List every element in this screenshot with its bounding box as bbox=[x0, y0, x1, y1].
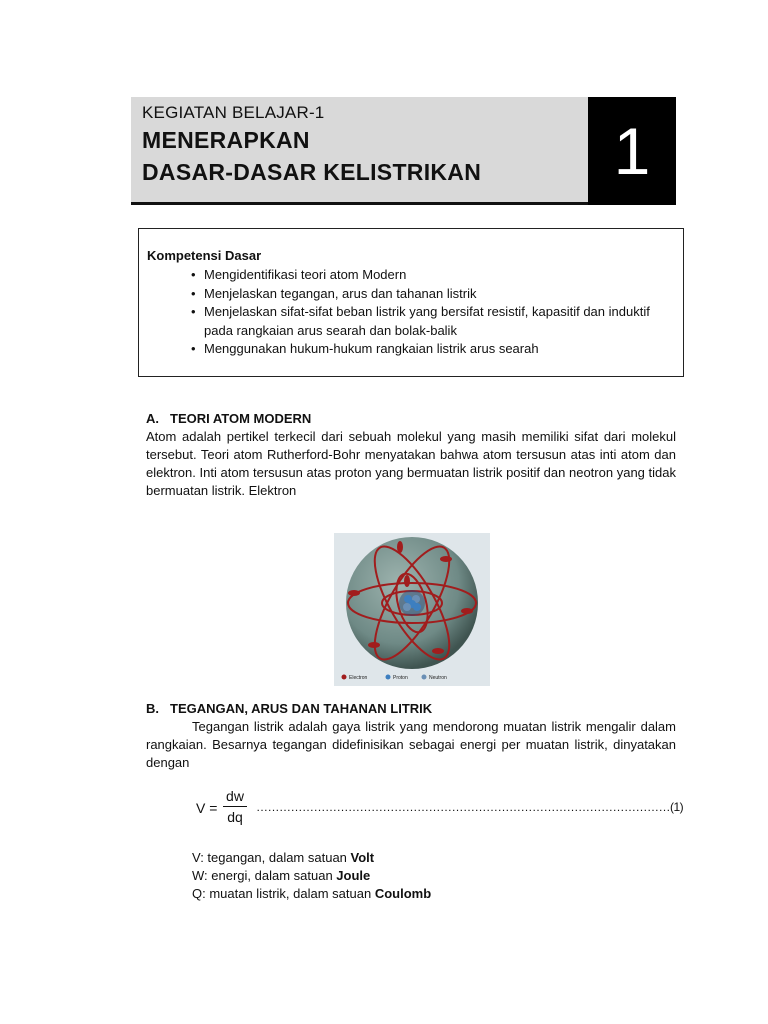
legend-proton: Proton bbox=[393, 675, 408, 681]
legend-electron: Electron bbox=[349, 675, 368, 681]
definition-v bbox=[192, 849, 431, 867]
definition-unit: Joule bbox=[336, 868, 371, 883]
legend-neutron: Neutron bbox=[429, 675, 447, 681]
formula-denominator: dq bbox=[227, 809, 243, 825]
formula-fraction bbox=[223, 788, 247, 825]
equation-number: (1) bbox=[670, 800, 684, 814]
definition-w bbox=[192, 867, 431, 885]
chapter-header bbox=[131, 97, 676, 205]
kompetensi-item: • Menjelaskan sifat-sifat beban listrik yang bersifat resistif, kapasitif dan induktif pada rangkaian arus searah dan bolak-balik bbox=[191, 303, 661, 340]
voltage-formula bbox=[196, 788, 684, 832]
atom-diagram bbox=[334, 533, 490, 686]
formula-numerator: dw bbox=[223, 788, 247, 807]
definition-unit: Volt bbox=[350, 850, 375, 865]
chapter-number: 1 bbox=[588, 97, 676, 205]
section-b-number: B. bbox=[146, 701, 159, 716]
section-a-heading bbox=[146, 411, 311, 426]
definition-unit: Coulomb bbox=[374, 886, 432, 901]
kompetensi-item: • Menggunakan hukum-hukum rangkaian listrik arus searah bbox=[191, 340, 661, 359]
variable-definitions bbox=[192, 849, 431, 903]
chapter-kicker: KEGIATAN BELAJAR-1 bbox=[142, 103, 325, 122]
section-a-title: TEORI ATOM MODERN bbox=[170, 411, 312, 426]
section-b-heading bbox=[146, 701, 432, 716]
nucleus bbox=[399, 590, 425, 616]
formula-leader bbox=[256, 800, 683, 814]
section-b-title: TEGANGAN, ARUS DAN TAHANAN LITRIK bbox=[170, 701, 433, 716]
section-a-paragraph: Atom adalah pertikel terkecil dari sebuah molekul yang masih memiliki sifat dari molekul tersebut. Teori atom Rutherford-Bohr menyatakan bahwa atom tersusun atas inti atom dan elektron. Inti atom tersusun atas proton yang bermuatan listrik positif dan neotron yang tidak bermuatan listrik. Elektron bbox=[146, 429, 676, 498]
kompetensi-item: • Menjelaskan tegangan, arus dan tahanan listrik bbox=[191, 285, 661, 304]
kompetensi-item: • Mengidentifikasi teori atom Modern bbox=[191, 266, 661, 285]
definition-q bbox=[192, 885, 431, 903]
kompetensi-heading: Kompetensi Dasar bbox=[147, 248, 262, 263]
atom-legend bbox=[342, 675, 448, 682]
section-a-number: A. bbox=[146, 411, 159, 426]
kompetensi-box bbox=[138, 228, 684, 377]
kompetensi-list bbox=[191, 266, 661, 359]
formula-lhs: V = bbox=[196, 800, 218, 816]
definition-text: Q: muatan listrik, dalam satuan bbox=[192, 886, 375, 901]
chapter-title-line1: MENERAPKAN bbox=[142, 127, 310, 153]
definition-text: V: tegangan, dalam satuan bbox=[192, 850, 351, 865]
atom-figure bbox=[334, 533, 490, 686]
definition-text: W: energi, dalam satuan bbox=[192, 868, 337, 883]
section-b-paragraph: Tegangan listrik adalah gaya listrik yang mendorong muatan listrik mengalir dalam rangkaian. Besarnya tegangan didefinisikan sebagai energi per muatan listrik, dinyatakan dengan bbox=[146, 719, 676, 770]
formula-dots: ……………………………………………………………………………………………… bbox=[256, 800, 670, 814]
chapter-title-line2: DASAR-DASAR KELISTRIKAN bbox=[142, 159, 482, 185]
